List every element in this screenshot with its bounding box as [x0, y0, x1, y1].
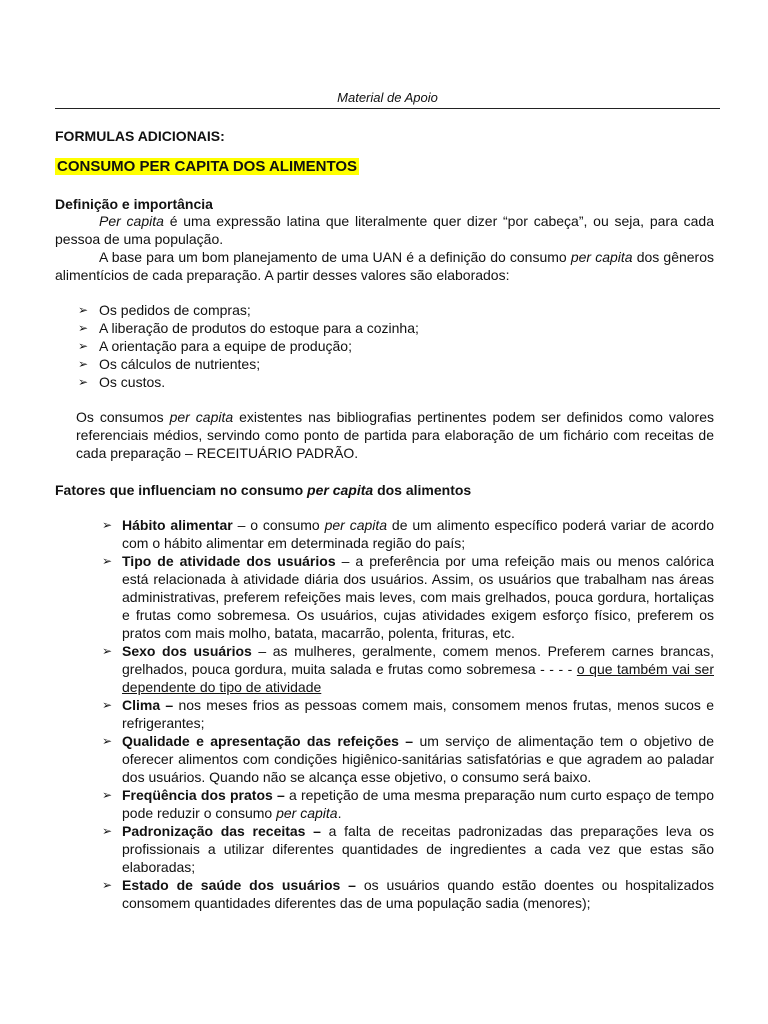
factors-heading-before: Fatores que influenciam no consumo	[55, 482, 308, 498]
factor-text: .	[337, 805, 342, 821]
consumption-after: existentes nas bibliografias pertinentes podem ser definidos como valores referenciais médios, servindo como ponto de partida para elaboração de um fichário com receitas de cada preparação – RECEITUÁRIO PADRÃO.	[76, 409, 714, 461]
page-header: Material de Apoio	[55, 90, 720, 109]
arrow-bullet-icon: ➢	[78, 375, 89, 389]
consumption-paragraph	[76, 408, 714, 462]
factor-item-sex	[102, 642, 714, 696]
term-per-capita: per capita	[307, 482, 374, 498]
list-item	[78, 373, 718, 391]
arrow-bullet-icon: ➢	[102, 518, 113, 532]
list-item-text: Os pedidos de compras;	[99, 302, 251, 318]
factor-text: – a preferência por uma refeição mais ou menos calórica está relacionada à atividade diária dos usuários. Assim, os usuários que trabalham nas áreas administrativas, preferem refeições mais leves, com mais grelhados, pouca gordura, hortaliças e frutas como sobremesa. Os usuários, cujas atividades exigem esforço físico, preferem os pratos com mais molho, batata, macarrão, polenta, frituras, etc.	[122, 553, 714, 641]
term-per-capita: per capita	[169, 409, 234, 425]
arrow-bullet-icon: ➢	[102, 734, 113, 748]
arrow-bullet-icon: ➢	[102, 698, 113, 712]
list-item	[78, 319, 718, 337]
list-item-text: A liberação de produtos do estoque para a cozinha;	[99, 320, 419, 336]
factor-item-activity	[102, 552, 714, 642]
factor-text: os usuários quando estão doentes ou hospitalizados consomem quantidades diferentes das de uma população sadia (menores);	[122, 877, 714, 911]
arrow-bullet-icon: ➢	[78, 357, 89, 371]
factor-title: Freqüência dos pratos –	[122, 787, 285, 803]
factor-text: a repetição de uma mesma preparação num curto espaço de tempo pode reduzir o consumo	[122, 787, 714, 821]
factors-heading-after: dos alimentos	[373, 482, 472, 498]
factor-title: Sexo dos usuários	[122, 643, 252, 659]
factors-heading	[55, 481, 714, 499]
factor-item-standardization	[102, 822, 714, 876]
factor-text: nos meses frios as pessoas comem mais, consomem menos frutas, menos sucos e refrigerantes;	[122, 697, 714, 731]
factor-title: Qualidade e apresentação das refeições –	[122, 733, 414, 749]
factor-title: Hábito alimentar	[122, 517, 233, 533]
factor-title: Clima –	[122, 697, 174, 713]
section-title-highlight: CONSUMO PER CAPITA DOS ALIMENTOS	[57, 158, 358, 175]
factor-item-frequency	[102, 786, 714, 822]
term-per-capita: per capita	[276, 805, 338, 821]
factor-item-health	[102, 876, 714, 912]
factor-text: de um alimento específico poderá variar de acordo com o hábito alimentar em determinada região do país;	[122, 517, 714, 551]
arrow-bullet-icon: ➢	[102, 878, 113, 892]
list-item-text: Os cálculos de nutrientes;	[99, 356, 261, 372]
definition-paragraph-1	[55, 212, 714, 248]
list-item-text: Os custos.	[99, 374, 166, 390]
section-title	[55, 158, 714, 176]
term-per-capita: per capita	[570, 249, 633, 265]
arrow-bullet-icon: ➢	[102, 554, 113, 568]
arrow-bullet-icon: ➢	[102, 824, 113, 838]
factor-item-quality	[102, 732, 714, 786]
factor-title: Estado de saúde dos usuários –	[122, 877, 356, 893]
factor-text: – o consumo	[232, 517, 325, 533]
factor-text: a falta de receitas padronizadas das preparações leva os profissionais a utilizar diferentes quantidades de ingredientes a cada vez que estas são elaboradas;	[122, 823, 714, 875]
arrow-bullet-icon: ➢	[102, 788, 113, 802]
elaborated-list	[78, 301, 718, 391]
arrow-bullet-icon: ➢	[78, 339, 89, 353]
factor-item-climate	[102, 696, 714, 732]
arrow-bullet-icon: ➢	[78, 321, 89, 335]
list-item	[78, 337, 718, 355]
term-per-capita: per capita	[324, 517, 388, 533]
definition-p2-before: A base para um bom planejamento de uma UAN é a definição do consumo	[99, 249, 571, 265]
factor-title: Padronização das receitas –	[122, 823, 321, 839]
factor-title: Tipo de atividade dos usuários	[122, 553, 336, 569]
factor-text: um serviço de alimentação tem o objetivo de oferecer alimentos com condições higiênico-sanitárias satisfatórias e que agradem ao paladar dos usuários. Quando não se alcança esse objetivo, o consumo será baixo.	[122, 733, 714, 785]
factor-item-habit	[102, 516, 714, 552]
definition-p2-after: dos gêneros alimentícios de cada preparação. A partir desses valores são elaborados:	[55, 249, 714, 283]
formulas-heading: FORMULAS ADICIONAIS:	[55, 128, 225, 144]
definition-p1-text: é uma expressão latina que literalmente quer dizer “por cabeça”, ou seja, para cada pessoa de uma população.	[55, 213, 714, 247]
factor-text: – as mulheres, geralmente, comem menos. Preferem carnes brancas, grelhados, pouca gordura, muita salada e frutas como sobremesa - - - -	[122, 643, 715, 677]
arrow-bullet-icon: ➢	[78, 303, 89, 317]
definition-paragraph-2	[55, 248, 714, 284]
factor-underlined-note: o que também vai ser dependente do tipo de atividade	[122, 661, 714, 695]
list-item-text: A orientação para a equipe de produção;	[99, 338, 352, 354]
list-item	[78, 355, 718, 373]
arrow-bullet-icon: ➢	[102, 644, 113, 658]
consumption-before: Os consumos	[76, 409, 170, 425]
factors-list	[102, 516, 714, 912]
term-per-capita: Per capita	[99, 213, 164, 229]
list-item	[78, 301, 718, 319]
definition-heading: Definição e importância	[55, 196, 213, 212]
